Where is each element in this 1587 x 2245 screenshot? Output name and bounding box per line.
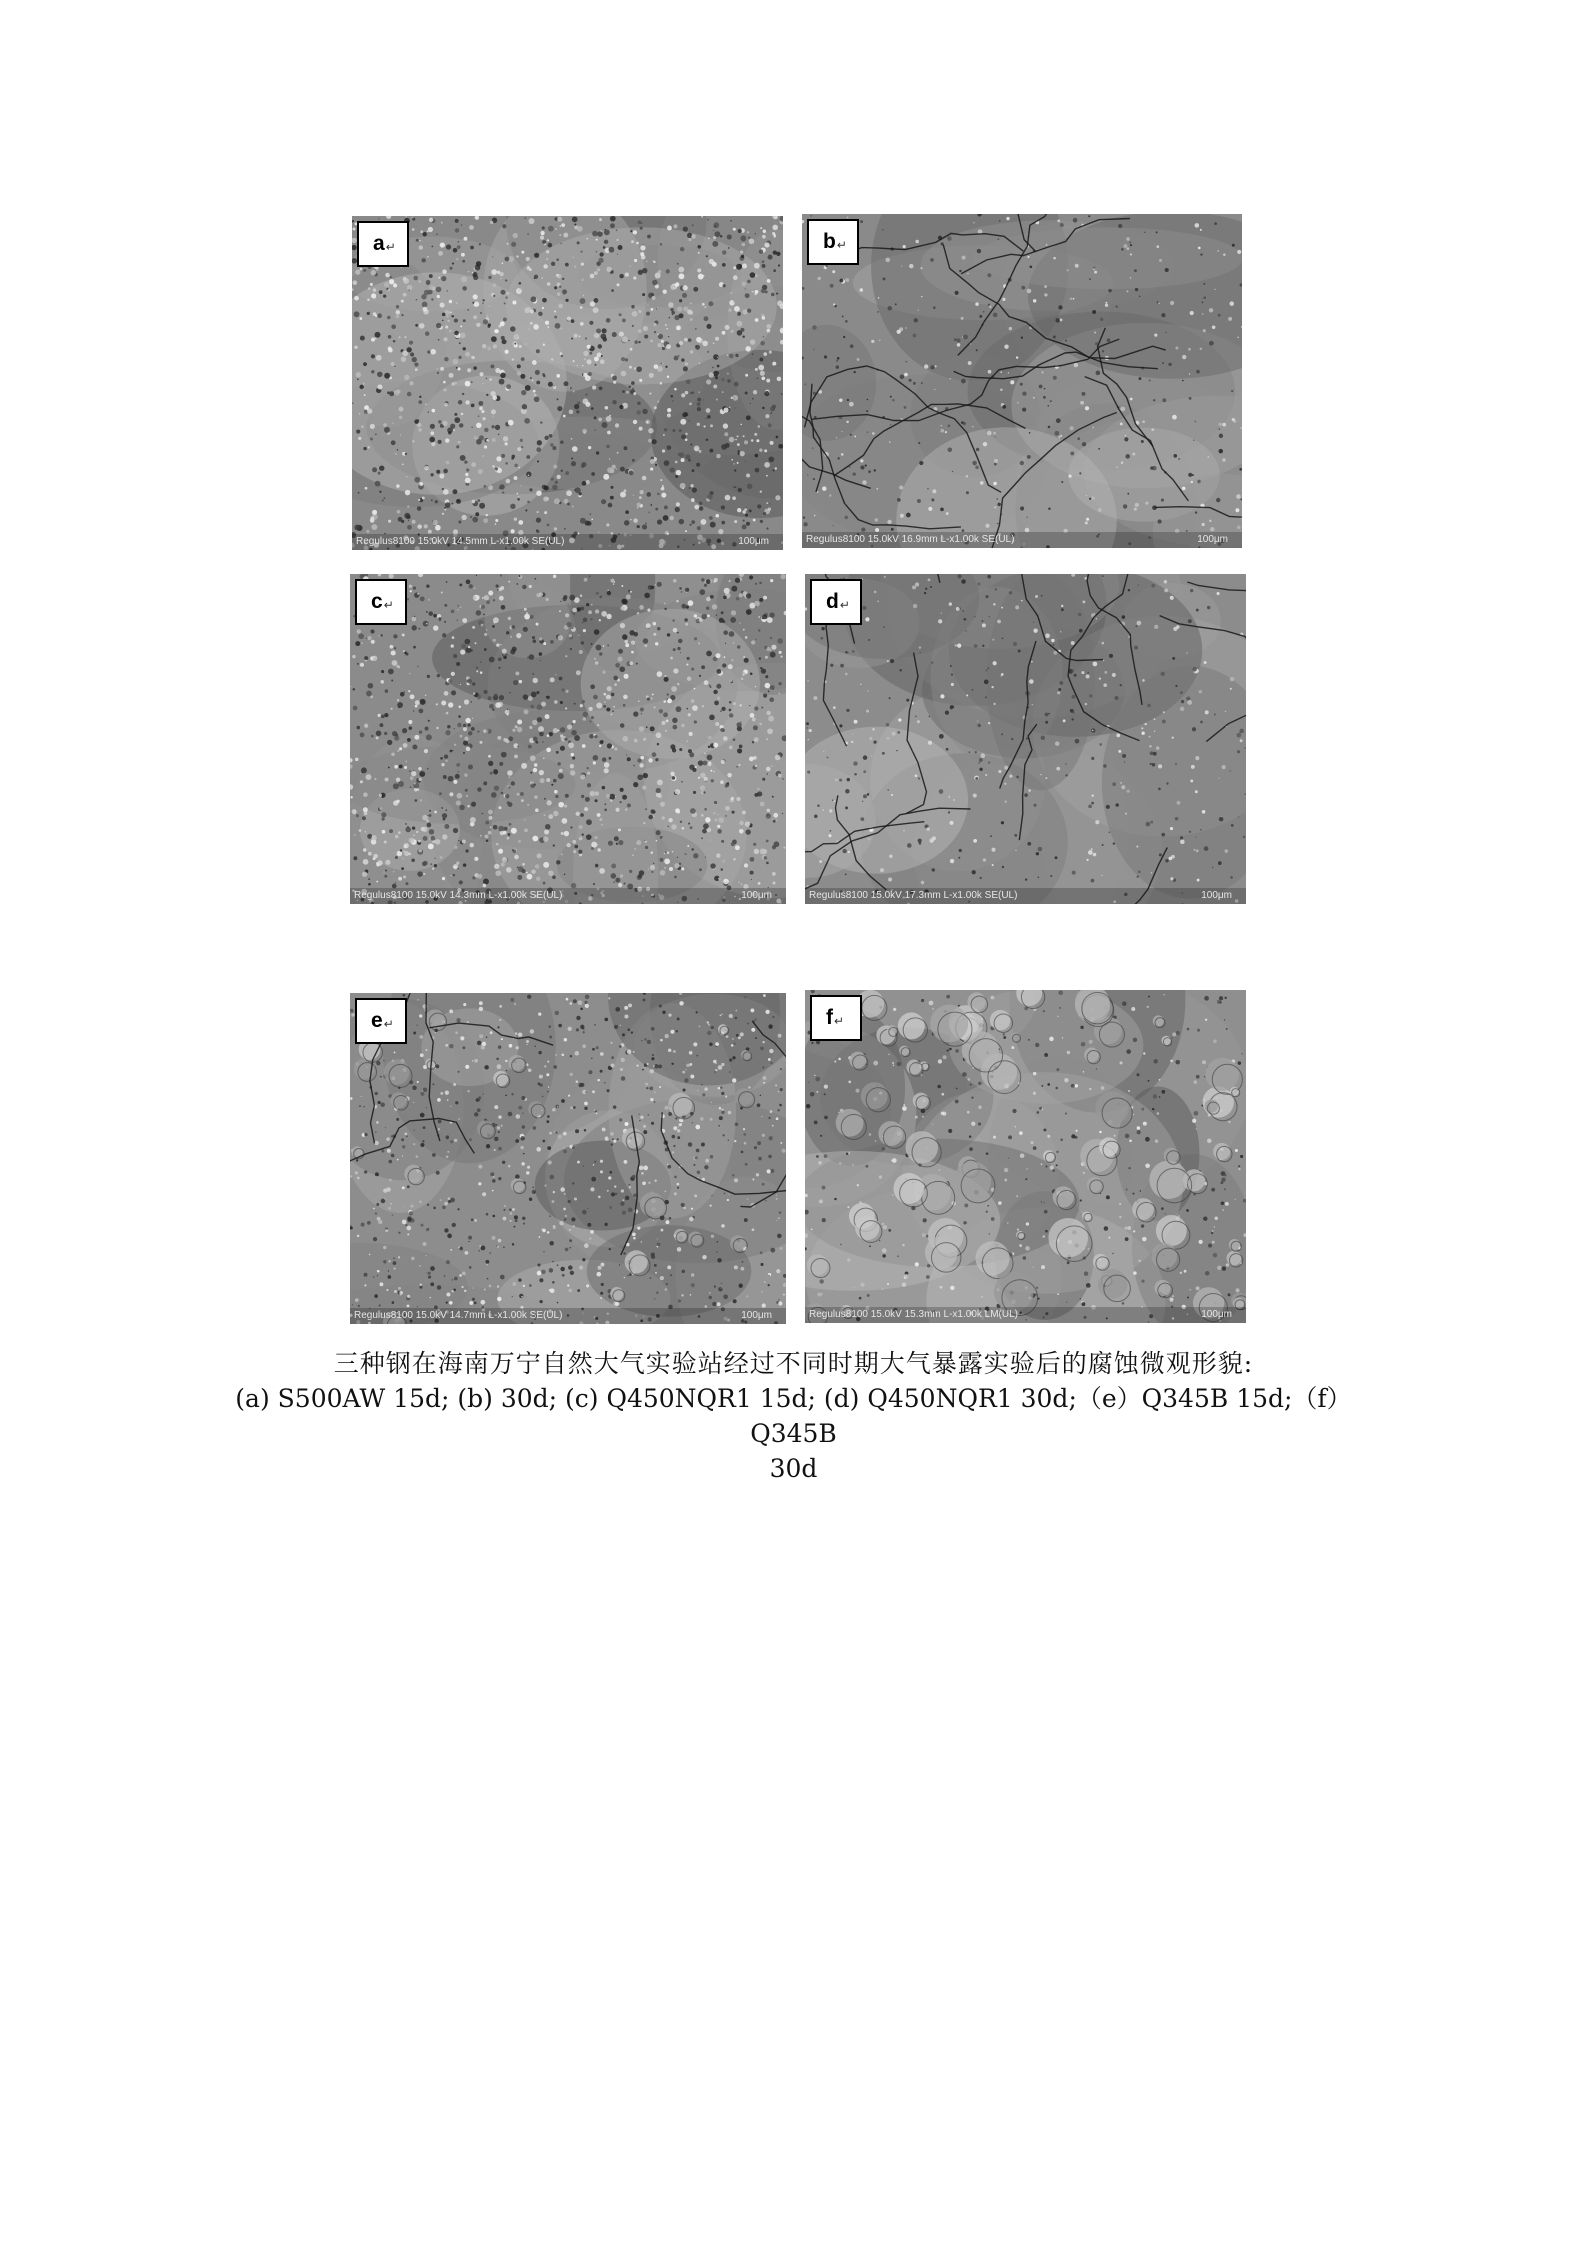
scale-bar-label-a: 100μm xyxy=(738,536,769,547)
sem-image-e xyxy=(350,993,786,1324)
sem-image-c xyxy=(350,574,786,904)
sem-databar-d: Regulus8100 15.0kV 17.3mm L-x1.00k SE(UL) 100μm xyxy=(805,888,1246,904)
figure-caption xyxy=(200,1346,1387,1486)
caption-line-1: 三种钢在海南万宁自然大气实验站经过不同时期大气暴露实验后的腐蚀微观形貌: xyxy=(333,1349,1254,1378)
sem-databar-c: Regulus8100 15.0kV 14.3mm L-x1.00k SE(UL) 100μm xyxy=(350,888,786,904)
sem-databar-f: Regulus8100 15.0kV 15.3mm L-x1.00k LM(UL) 100μm xyxy=(805,1307,1246,1323)
sem-panel-a xyxy=(352,216,783,550)
sem-image-a xyxy=(352,216,783,550)
scale-bar-label-f: 100μm xyxy=(1201,1309,1232,1320)
sem-databar-e: Regulus8100 15.0kV 14.7mm L-x1.00k SE(UL) 100μm xyxy=(350,1308,786,1324)
panel-label-f: f ↵ xyxy=(810,995,862,1041)
sem-panel-d xyxy=(805,574,1246,904)
caption-line-2: (a) S500AW 15d; (b) 30d; (c) Q450NQR1 15d; (d) Q450NQR1 30d;（e）Q345B 15d;（f）Q345B xyxy=(235,1384,1352,1448)
sem-databar-a: Regulus8100 15.0kV 14.5mm L-x1.00k SE(UL) 100μm xyxy=(352,534,783,550)
panel-label-e: e ↵ xyxy=(355,998,407,1044)
sem-panel-e xyxy=(350,993,786,1324)
caption-line-3: 30d xyxy=(769,1454,818,1483)
panel-label-a: a ↵ xyxy=(357,221,409,267)
sem-image-d xyxy=(805,574,1246,904)
sem-panel-b xyxy=(802,214,1242,548)
panel-label-d: d ↵ xyxy=(810,579,862,625)
sem-image-f xyxy=(805,990,1246,1323)
scale-bar-label-b: 100μm xyxy=(1197,534,1228,545)
sem-panel-f xyxy=(805,990,1246,1323)
panel-label-c: c ↵ xyxy=(355,579,407,625)
sem-panel-c xyxy=(350,574,786,904)
sem-databar-b: Regulus8100 15.0kV 16.9mm L-x1.00k SE(UL) 100μm xyxy=(802,532,1242,548)
sem-image-b xyxy=(802,214,1242,548)
scale-bar-label-e: 100μm xyxy=(741,1310,772,1321)
scale-bar-label-d: 100μm xyxy=(1201,890,1232,901)
panel-label-b: b ↵ xyxy=(807,219,859,265)
scale-bar-label-c: 100μm xyxy=(741,890,772,901)
